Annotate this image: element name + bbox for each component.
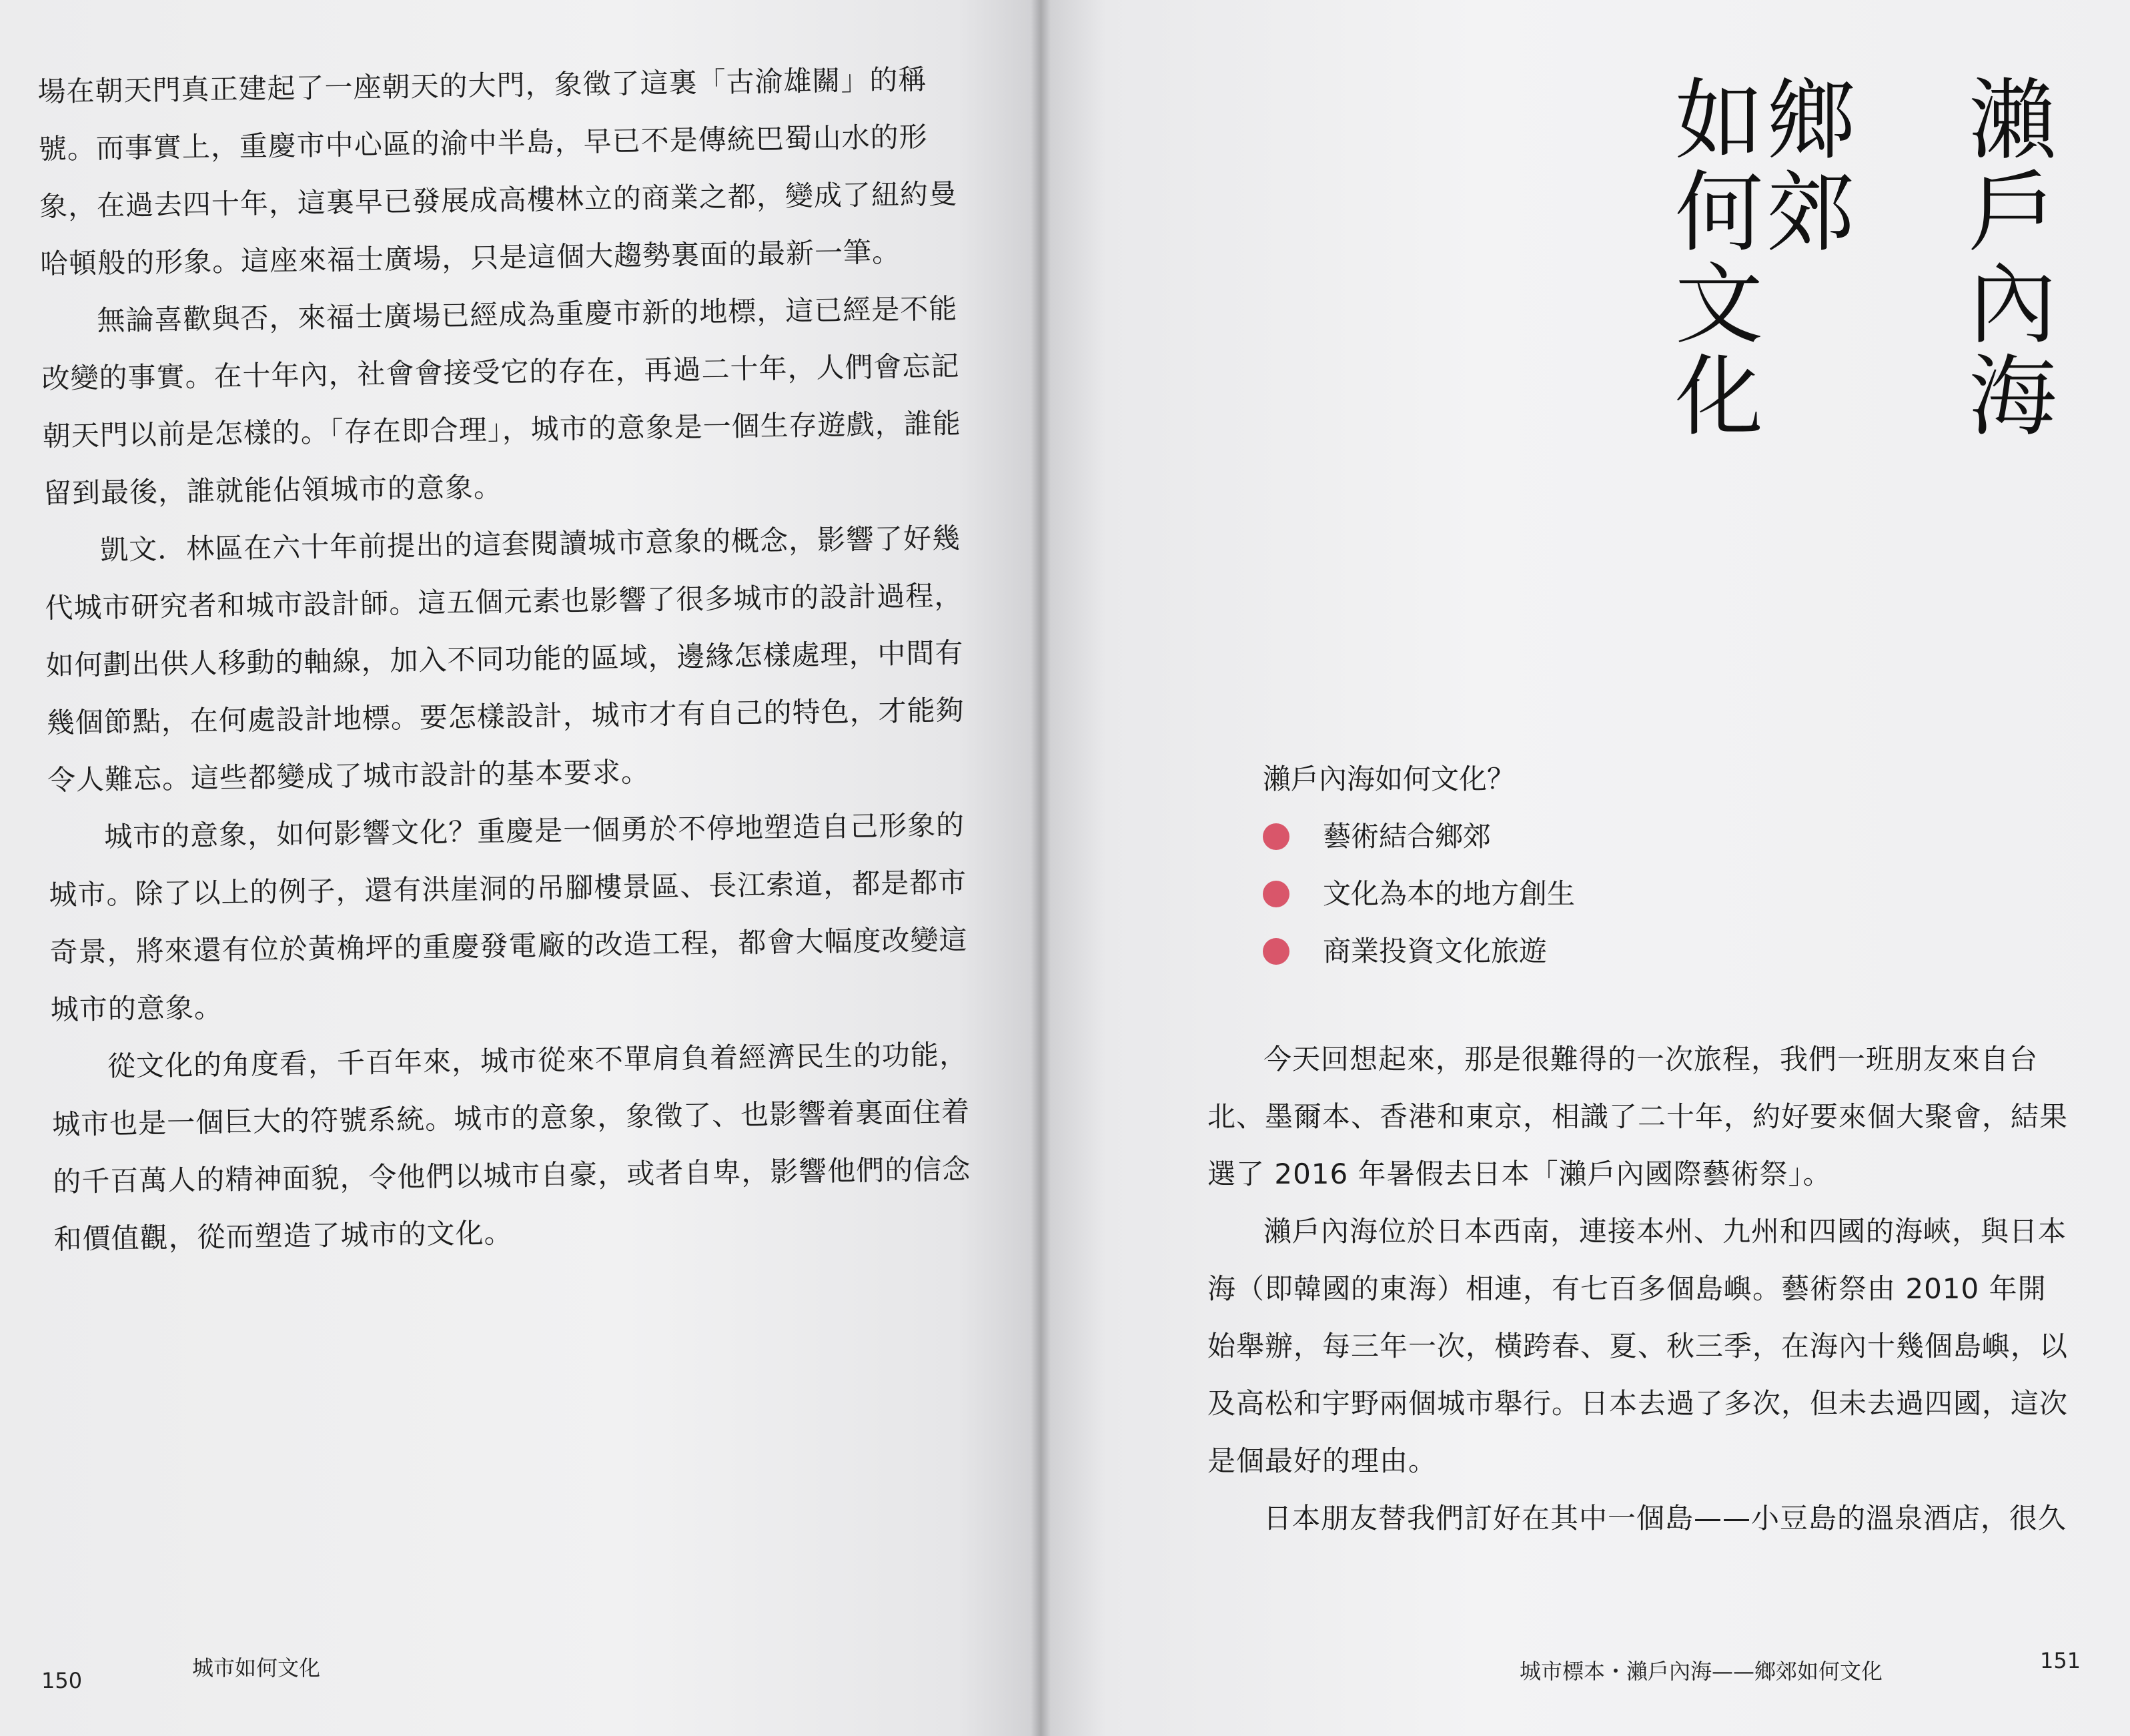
summary-list [1263,808,1796,980]
left-paragraph: 場在朝天門真正建起了一座朝天的大門，象徵了這裏「古渝雄關」的稱號。而事實上，重慶市中心區的渝中半島，早已不是傳統巴蜀山水的形象，在過去四十年，這裏早已發展成高樓林立的商業之都，變成了紐約曼哈頓般的形象。這座來福士廣場，只是這個大趨勢裏面的最新一筆。 [37,63,958,280]
book-gutter [1031,0,1051,1736]
chapter-summary [1263,751,1796,980]
left-paragraph: 無論喜歡與否，來福士廣場已經成為重慶市新的地標，這已經是不能改變的事實。在十年內，社會會接受它的存在，再過二十年，人們會忘記朝天門以前是怎樣的。「存在即合理」，城市的意象是一個生存遊戲，誰能留到最後，誰就能佔領城市的意象。 [41,292,962,510]
chapter-title-line-3: 如何文化 [1660,73,1762,442]
summary-item [1263,808,1796,865]
left-paragraph: 凱文．林區在六十年前提出的這套閱讀城市意象的概念，影響了好幾代城市研究者和城市設計師。這五個元素也影響了很多城市的設計過程，如何劃出供人移動的軸線，加入不同功能的區域，邊緣怎樣處理，中間有幾個節點，在何處設計地標。要怎樣設計，城市才有自己的特色，才能夠令人難忘。這些都變成了城市設計的基本要求。 [45,521,965,797]
right-paragraph: 今天回想起來，那是很難得的一次旅程，我們一班朋友來自台北、墨爾本、香港和東京，相識了二十年，約好要來個大聚會，結果選了 2016 年暑假去日本「瀨戶內國際藝術祭」。 [1207,1043,2069,1190]
summary-item [1263,923,1796,980]
page-number-left: 150 [41,1668,83,1693]
right-paragraph: 日本朋友替我們訂好在其中一個島——小豆島的溫泉酒店，很久 [1263,1502,2067,1535]
right-body-text [1207,1031,2075,1547]
bullet-dot-icon [1263,823,1289,850]
page-number-right: 151 [2040,1648,2081,1673]
left-paragraph: 城市的意象，如何影響文化？重慶是一個勇於不停地塑造自己形象的城市。除了以上的例子，還有洪崖洞的吊腳樓景區、長江索道，都是都市奇景，將來還有位於黃桷坪的重慶發電廠的改造工程，都會大幅度改變這城市的意象。 [49,808,968,1026]
summary-item-label: 文化為本的地方創生 [1323,877,1576,910]
summary-item [1263,865,1796,923]
summary-item-label: 商業投資文化旅遊 [1323,935,1548,967]
chapter-title-line-2: 鄉郊 [1752,73,1854,258]
bullet-dot-icon [1263,938,1289,965]
right-paragraph: 瀨戶內海位於日本西南，連接本州、九州和四國的海峽，與日本海（即韓國的東海）相連，有七百多個島嶼。藝術祭由 2010 年開始舉辦，每三年一次，橫跨春、夏、秋三季，在海內十幾個島嶼，以及高松和宇野兩個城市舉行。日本去過了多次，但未去過四國，這次是個最好的理由。 [1207,1215,2069,1477]
chapter-title-line-1: 瀨戶內海 [1953,73,2056,442]
running-head-left: 城市如何文化 [192,1655,321,1681]
left-body-text [37,51,975,1268]
summary-question: 瀨戶內海如何文化？ [1263,763,1516,795]
left-paragraph: 從文化的角度看，千百年來，城市從來不單肩負着經濟民生的功能，城市也是一個巨大的符號系統。城市的意象，象徵了、也影響着裏面住着的千百萬人的精神面貌，令他們以城市自豪，或者自卑，影響他們的信念和價值觀，從而塑造了城市的文化。 [51,1037,971,1256]
bullet-dot-icon [1263,881,1289,907]
left-page [0,0,1041,1736]
running-head-right: 城市標本・瀨戶內海——鄉郊如何文化 [1520,1659,1883,1684]
summary-item-label: 藝術結合鄉郊 [1323,820,1492,853]
